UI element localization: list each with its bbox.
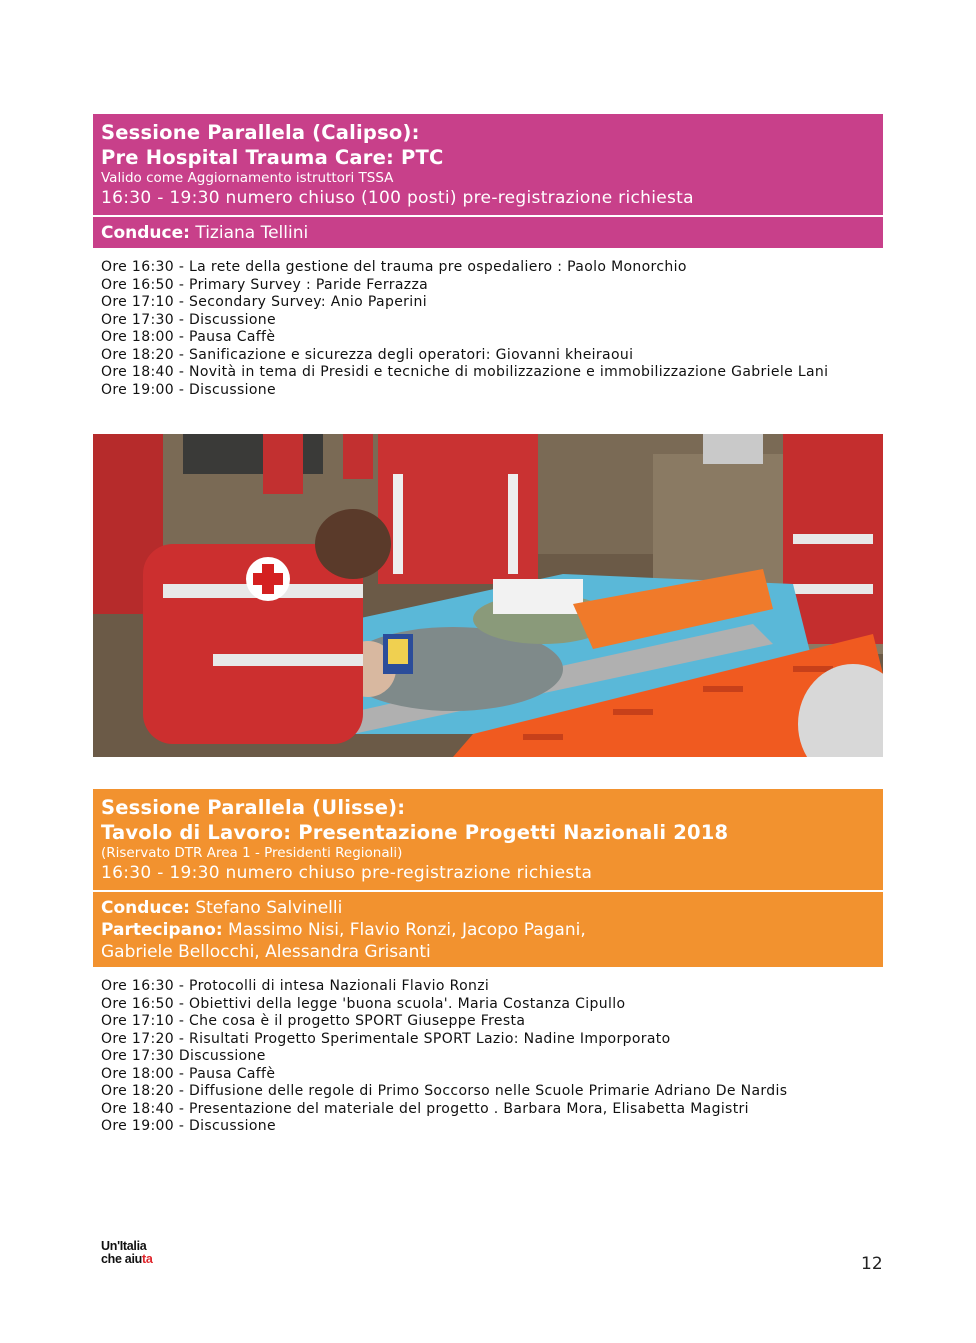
program-item: Ore 16:30 - La rete della gestione del trauma pre ospedaliero : Paolo Monorchio xyxy=(101,259,687,275)
session-ulisse-title-1: Sessione Parallela (Ulisse): xyxy=(101,796,406,819)
partecipano-label: Partecipano: xyxy=(101,920,223,940)
partecipano-names-1: Massimo Nisi, Flavio Ronzi, Jacopo Pagani, xyxy=(222,920,586,940)
program-item: Ore 16:50 - Primary Survey : Paride Ferrazza xyxy=(101,276,429,293)
session-calipso-title-1: Sessione Parallela (Calipso): xyxy=(101,121,420,144)
conduce-label: Conduce: xyxy=(101,898,190,918)
program-item: Ore 16:50 - Obiettivi della legge 'buona scuola'. Maria Costanza Cipullo xyxy=(101,995,626,1012)
program-item: Ore 18:40 - Novità in tema di Presidi e tecniche di mobilizzazione e immobilizzazione Gabriele Lani xyxy=(101,364,829,380)
conduce-label: Conduce: xyxy=(101,223,190,243)
program-item: Ore 17:10 - Che cosa è il progetto SPORT Giuseppe Fresta xyxy=(101,1013,526,1029)
session-calipso-program xyxy=(101,259,828,399)
logo-line-2a: che aiu xyxy=(101,1252,142,1266)
conduce-name: Tiziana Tellini xyxy=(189,223,309,243)
session-calipso-time: 16:30 - 19:30 numero chiuso (100 posti) pre-registrazione richiesta xyxy=(101,188,694,208)
logo-line-2b: ta xyxy=(141,1252,153,1266)
session-ulisse-header xyxy=(93,789,883,967)
program-item: Ore 18:00 - Pausa Caffè xyxy=(101,1065,276,1082)
session-calipso-note: Valido come Aggiornamento istruttori TSSA xyxy=(101,170,394,186)
program-item: Ore 18:40 - Presentazione del materiale del progetto . Barbara Mora, Elisabetta Magistri xyxy=(101,1100,749,1117)
session-ulisse-title-2: Tavolo di Lavoro: Presentazione Progetti Nazionali 2018 xyxy=(101,821,729,844)
conduce-name: Stefano Salvinelli xyxy=(189,898,343,918)
program-item: Ore 17:30 Discussione xyxy=(101,1048,266,1064)
program-item: Ore 17:30 - Discussione xyxy=(101,311,276,328)
session-ulisse-note: (Riservato DTR Area 1 - Presidenti Regionali) xyxy=(101,845,403,861)
session-ulisse-conduce xyxy=(93,892,883,967)
program-item: Ore 19:00 - Discussione xyxy=(101,381,276,398)
program-item: Ore 16:30 - Protocolli di intesa Nazionali Flavio Ronzi xyxy=(101,978,490,994)
page-number: 12 xyxy=(861,1254,883,1274)
partecipano-names-2: Gabriele Bellocchi, Alessandra Grisanti xyxy=(101,942,431,962)
session-calipso-conduce xyxy=(93,217,883,248)
program-item: Ore 18:20 - Diffusione delle regole di Primo Soccorso nelle Scuole Primarie Adriano De Nardis xyxy=(101,1083,788,1099)
session-calipso-title-block xyxy=(93,114,883,215)
program-item: Ore 17:10 - Secondary Survey: Anio Paperini xyxy=(101,294,427,310)
logo-line-1: Un'Italia xyxy=(101,1239,147,1253)
rescue-training-photo xyxy=(93,434,883,757)
session-calipso-header xyxy=(93,114,883,248)
session-ulisse-title-block xyxy=(93,789,883,890)
program-item: Ore 19:00 - Discussione xyxy=(101,1118,276,1134)
session-ulisse-time: 16:30 - 19:30 numero chiuso pre-registrazione richiesta xyxy=(101,863,593,883)
session-ulisse-program xyxy=(101,978,787,1136)
program-item: Ore 17:20 - Risultati Progetto Sperimentale SPORT Lazio: Nadine Imporporato xyxy=(101,1030,671,1047)
session-calipso-title-2: Pre Hospital Trauma Care: PTC xyxy=(101,146,444,169)
program-item: Ore 18:00 - Pausa Caffè xyxy=(101,329,276,345)
un-italia-che-aiuta-logo xyxy=(101,1240,153,1266)
program-item: Ore 18:20 - Sanificazione e sicurezza degli operatori: Giovanni kheiraoui xyxy=(101,346,634,363)
